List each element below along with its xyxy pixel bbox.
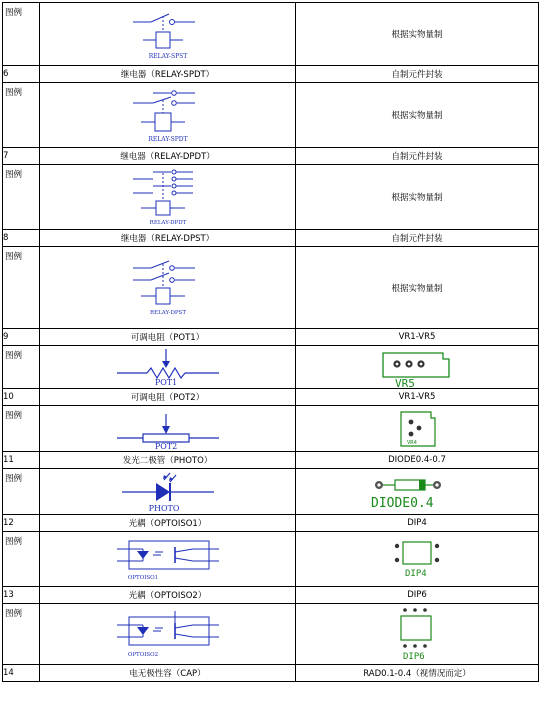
component-row (3, 665, 539, 682)
footprint-cell (296, 469, 539, 515)
package-name: DIP4 (296, 515, 539, 532)
schematic-cell (40, 604, 296, 665)
schematic-cell (40, 406, 296, 452)
package-name: VR1-VR5 (296, 389, 539, 406)
wiper-arrow-icon (162, 361, 170, 368)
row-number: 10 (3, 389, 40, 406)
component-name: 继电器（RELAY-DPST） (40, 230, 296, 247)
relay-dpdt-symbol (123, 167, 213, 227)
footprint-text: 根据实物量制 (296, 83, 539, 148)
footprint-label: VR4 (407, 439, 417, 446)
component-name: 发光二极管（PHOTO） (40, 452, 296, 469)
component-row (3, 587, 539, 604)
symbol-label: OPTOISO1 (127, 575, 158, 581)
component-name: 电无极性容（CAP） (40, 665, 296, 682)
row-number: 6 (3, 66, 40, 83)
row-number: 8 (3, 230, 40, 247)
footprint-text: 根据实物量制 (296, 247, 539, 329)
package-name: RAD0.1-0.4（视情况而定） (296, 665, 539, 682)
component-row (3, 452, 539, 469)
schematic-cell (40, 346, 296, 389)
schematic-cell (40, 83, 296, 148)
legend-label: 图例 (3, 532, 40, 587)
vr4-footprint (395, 408, 439, 450)
photo-diode-symbol (118, 470, 218, 514)
legend-row (3, 247, 539, 329)
row-number: 7 (3, 148, 40, 165)
row-number: 11 (3, 452, 40, 469)
symbol-label: RELAY-SPDT (147, 136, 188, 143)
row-number: 14 (3, 665, 40, 682)
component-name: 继电器（RELAY-SPDT） (40, 66, 296, 83)
symbol-label: RELAY-SPST (148, 53, 187, 60)
schematic-cell (40, 3, 296, 66)
footprint-text: 根据实物量制 (296, 3, 539, 66)
footprint-label: DIODE0.4 (371, 495, 434, 511)
legend-row (3, 469, 539, 515)
legend-label: 图例 (3, 346, 40, 389)
component-name: 继电器（RELAY-DPDT） (40, 148, 296, 165)
legend-label: 图例 (3, 3, 40, 66)
legend-label: 图例 (3, 83, 40, 148)
footprint-text: 根据实物量制 (296, 165, 539, 230)
legend-row (3, 3, 539, 66)
symbol-label: OPTOISO2 (127, 652, 158, 658)
component-row (3, 329, 539, 346)
footprint-label: DIP4 (405, 569, 427, 579)
optoiso1-symbol (113, 535, 223, 583)
component-table (2, 2, 539, 682)
relay-dpst-symbol (123, 256, 213, 320)
legend-label: 图例 (3, 406, 40, 452)
dip4-footprint (387, 536, 447, 582)
component-row (3, 66, 539, 83)
dip6-footprint (387, 605, 447, 663)
legend-label: 图例 (3, 604, 40, 665)
legend-label: 图例 (3, 165, 40, 230)
component-name: 光耦（OPTOISO2） (40, 587, 296, 604)
symbol-label: RELAY-DPDT (149, 220, 186, 226)
legend-row (3, 604, 539, 665)
pot1-symbol (113, 347, 223, 387)
component-row (3, 515, 539, 532)
legend-row (3, 532, 539, 587)
package-name: 自制元件封装 (296, 148, 539, 165)
schematic-cell (40, 532, 296, 587)
package-name: DIODE0.4-0.7 (296, 452, 539, 469)
package-name: VR1-VR5 (296, 329, 539, 346)
diode-triangle-icon (156, 483, 170, 501)
schematic-cell (40, 247, 296, 329)
row-number: 13 (3, 587, 40, 604)
symbol-label: POT2 (154, 441, 177, 450)
relay-spst-symbol (123, 6, 213, 62)
component-name: 可调电阻（POT2） (40, 389, 296, 406)
schematic-cell (40, 165, 296, 230)
package-name: 自制元件封装 (296, 66, 539, 83)
symbol-label: POT1 (154, 378, 177, 387)
legend-row (3, 165, 539, 230)
legend-row (3, 406, 539, 452)
row-number: 9 (3, 329, 40, 346)
legend-label: 图例 (3, 247, 40, 329)
row-number: 12 (3, 515, 40, 532)
footprint-cell (296, 346, 539, 389)
footprint-label: VR5 (395, 377, 415, 387)
component-row (3, 389, 539, 406)
relay-spdt-symbol (123, 85, 213, 145)
package-name: DIP6 (296, 587, 539, 604)
legend-row (3, 83, 539, 148)
led-triangle-icon (137, 627, 149, 635)
diode-footprint (367, 472, 467, 512)
component-name: 光耦（OPTOISO1） (40, 515, 296, 532)
optoiso2-symbol (113, 607, 223, 661)
wiper-arrow-icon (162, 426, 170, 434)
schematic-cell (40, 469, 296, 515)
component-name: 可调电阻（POT1） (40, 329, 296, 346)
footprint-cell (296, 532, 539, 587)
package-name: 自制元件封装 (296, 230, 539, 247)
vr5-footprint (377, 347, 457, 387)
symbol-label: PHOTO (148, 503, 179, 513)
symbol-label: RELAY-DPST (149, 309, 186, 316)
legend-label: 图例 (3, 469, 40, 515)
pot2-symbol (113, 408, 223, 450)
led-triangle-icon (137, 551, 149, 559)
legend-row (3, 346, 539, 389)
component-row (3, 230, 539, 247)
footprint-cell (296, 604, 539, 665)
component-row (3, 148, 539, 165)
footprint-label: DIP6 (403, 652, 425, 662)
footprint-cell (296, 406, 539, 452)
